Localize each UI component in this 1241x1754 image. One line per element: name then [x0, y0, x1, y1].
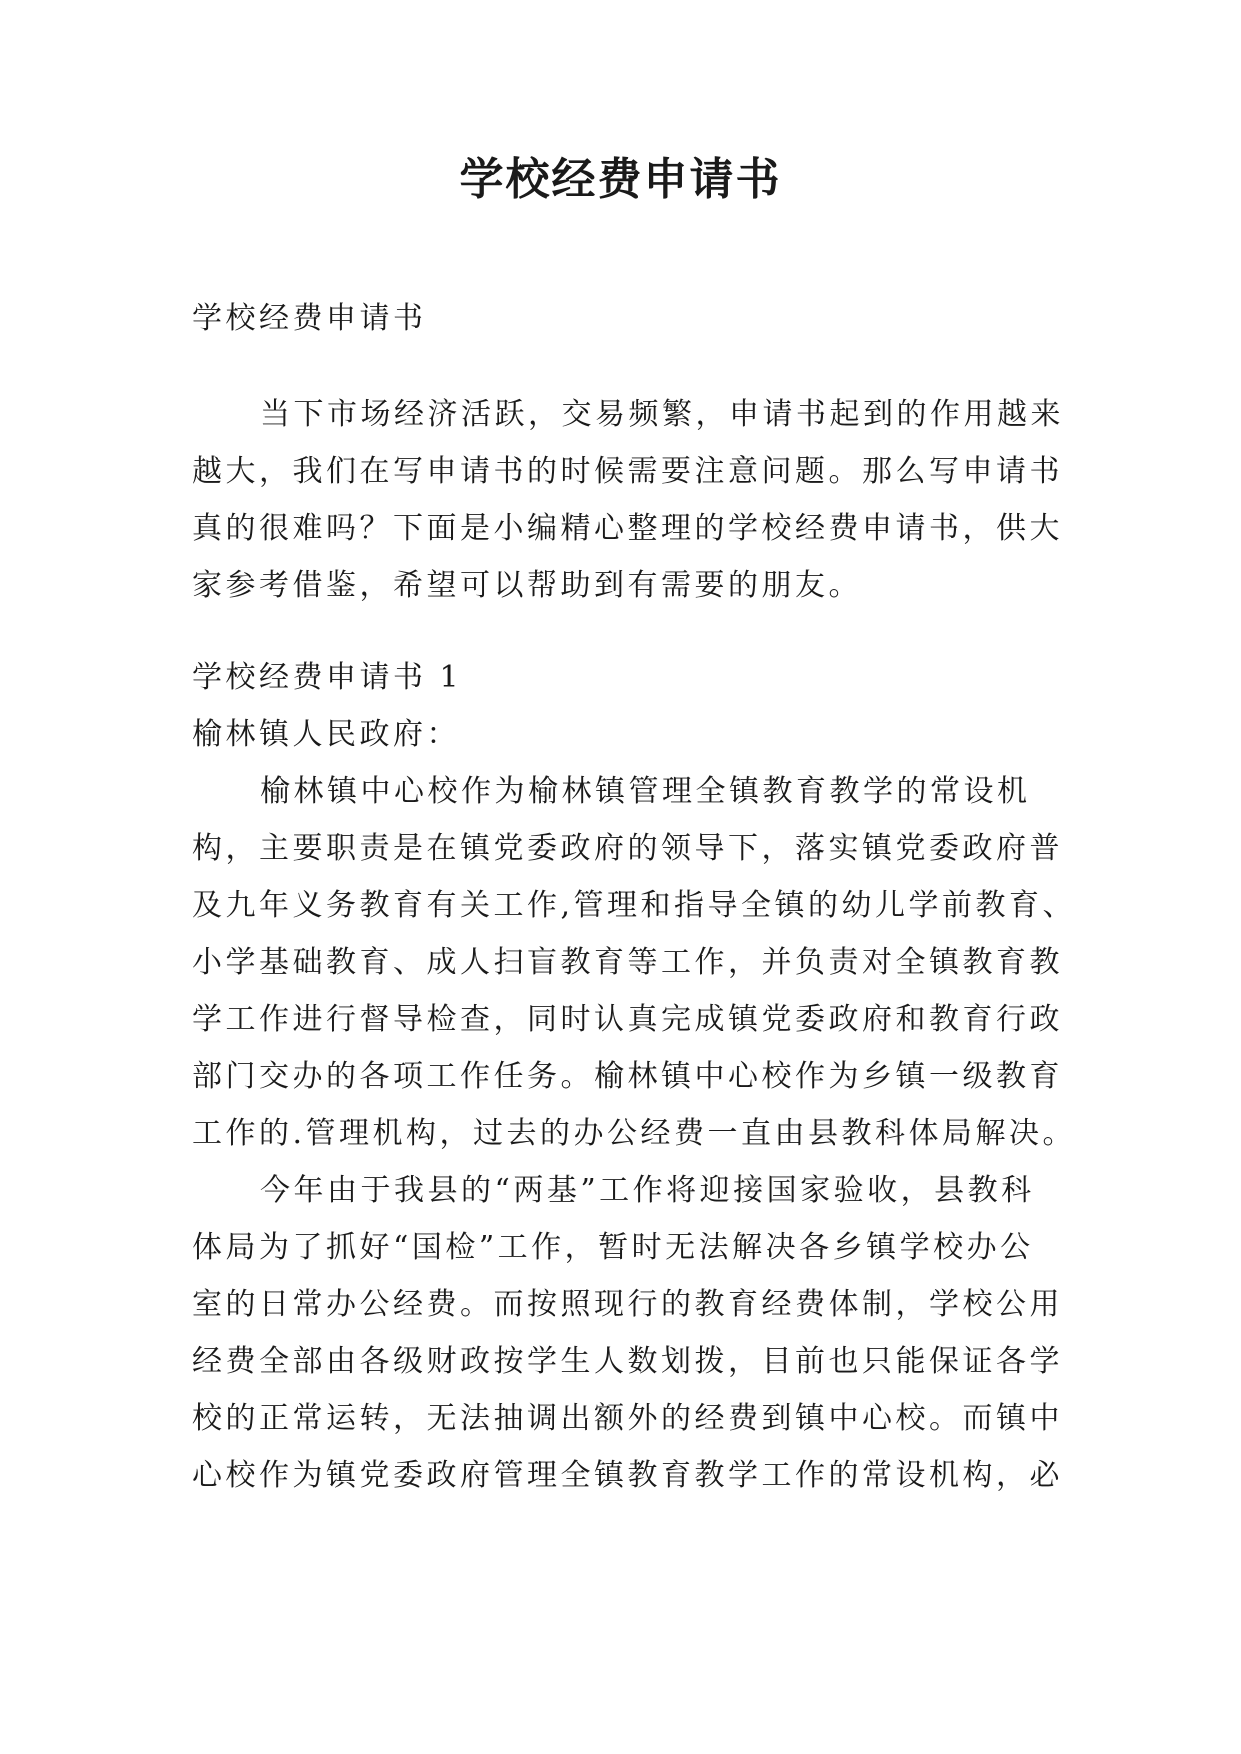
salutation: 榆林镇人民政府： — [192, 717, 460, 752]
text-line: 心校作为镇党委政府管理全镇教育教学工作的常设机构，必 — [192, 1458, 1063, 1493]
text-line: 构，主要职责是在镇党委政府的领导下，落实镇党委政府普 — [192, 831, 1063, 866]
text-line: 小学基础教育、成人扫盲教育等工作，并负责对全镇教育教 — [192, 945, 1063, 980]
text-line: 工作的.管理机构，过去的办公经费一直由县教科体局解决。 — [192, 1116, 1077, 1151]
section-heading: 学校经费申请书 1 — [192, 660, 463, 695]
text-line: 体局为了抓好“国检”工作，暂时无法解决各乡镇学校办公 — [192, 1230, 1034, 1265]
body-paragraph-1 — [192, 763, 1077, 1162]
text-line: 经费全部由各级财政按学生人数划拨，目前也只能保证各学 — [192, 1344, 1063, 1379]
document-body — [192, 290, 1077, 1504]
text-line: 当下市场经济活跃，交易频繁，申请书起到的作用越来 — [260, 397, 1064, 432]
text-line: 校的正常运转，无法抽调出额外的经费到镇中心校。而镇中 — [192, 1401, 1063, 1436]
text-line: 榆林镇中心校作为榆林镇管理全镇教育教学的常设机 — [260, 774, 1031, 809]
document-title: 学校经费申请书 — [459, 154, 782, 205]
intro-paragraph — [192, 386, 1064, 614]
text-line: 及九年义务教育有关工作,管理和指导全镇的幼儿学前教育、 — [192, 888, 1077, 923]
text-line: 室的日常办公经费。而按照现行的教育经费体制，学校公用 — [192, 1287, 1063, 1322]
text-line: 学工作进行督导检查，同时认真完成镇党委政府和教育行政 — [192, 1002, 1063, 1037]
text-line: 今年由于我县的“两基”工作将迎接国家验收，县教科 — [260, 1173, 1035, 1208]
text-line: 部门交办的各项工作任务。榆林镇中心校作为乡镇一级教育 — [192, 1059, 1063, 1094]
text-line: 家参考借鉴，希望可以帮助到有需要的朋友。 — [192, 568, 862, 603]
body-paragraph-2 — [192, 1162, 1063, 1504]
document-subtitle: 学校经费申请书 — [192, 301, 427, 336]
text-line: 越大，我们在写申请书的时候需要注意问题。那么写申请书 — [192, 454, 1063, 489]
text-line: 真的很难吗？下面是小编精心整理的学校经费申请书，供大 — [192, 511, 1063, 546]
